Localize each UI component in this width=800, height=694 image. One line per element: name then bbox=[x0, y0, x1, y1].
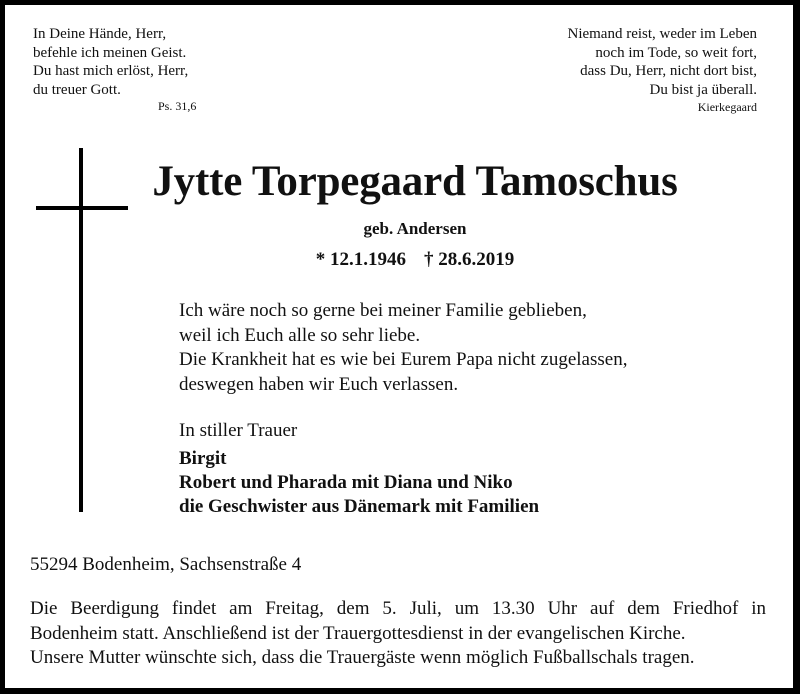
verse-left-line: befehle ich meinen Geist. bbox=[33, 44, 187, 61]
verse-right-line: Niemand reist, weder im Leben bbox=[567, 26, 757, 42]
verse-left bbox=[33, 25, 188, 99]
funeral-line: Bodenheim statt. Anschließend ist der Trauergottesdienst in der evangelischen Kirche. bbox=[30, 622, 686, 644]
cross-horizontal-bar bbox=[36, 206, 128, 210]
verse-right-line: noch im Tode, so weit fort, bbox=[595, 44, 757, 61]
deceased-name: Jytte Torpegaard Tamoschus bbox=[152, 158, 678, 205]
message-line: deswegen haben wir Euch verlassen. bbox=[179, 373, 459, 395]
farewell-message bbox=[179, 299, 627, 397]
mourners-list bbox=[179, 447, 539, 519]
funeral-line: Die Beerdigung findet am Freitag, dem 5. Juli, um 13.30 Uhr auf dem Friedhof in bbox=[30, 598, 766, 619]
funeral-line: Unsere Mutter wünschte sich, dass die Trauergäste wenn möglich Fußballschals tragen. bbox=[30, 647, 695, 668]
life-dates bbox=[135, 249, 695, 271]
mourner: Birgit bbox=[179, 448, 227, 469]
verse-left-source: Ps. 31,6 bbox=[158, 99, 197, 113]
mourning-intro: In stiller Trauer bbox=[179, 420, 298, 441]
message-line: weil ich Euch alle so sehr liebe. bbox=[179, 324, 421, 346]
verse-left-line: In Deine Hände, Herr, bbox=[33, 26, 167, 42]
birth-name: geb. Andersen bbox=[363, 219, 467, 238]
death-date: † 28.6.2019 bbox=[424, 249, 515, 270]
address: 55294 Bodenheim, Sachsenstraße 4 bbox=[30, 554, 302, 575]
verse-right-line: dass Du, Herr, nicht dort bist, bbox=[580, 63, 757, 79]
verse-right-source: Kierkegaard bbox=[697, 100, 757, 114]
verse-right-line: Du bist ja überall. bbox=[649, 81, 757, 98]
verse-right bbox=[567, 25, 757, 99]
message-line: Ich wäre noch so gerne bei meiner Familie geblieben, bbox=[179, 300, 587, 321]
mourner: Robert und Pharada mit Diana und Niko bbox=[179, 472, 513, 493]
funeral-info bbox=[30, 597, 766, 671]
cross-vertical-bar bbox=[79, 148, 83, 512]
verse-left-line: du treuer Gott. bbox=[33, 81, 121, 98]
birth-date: * 12.1.1946 bbox=[315, 249, 406, 270]
message-line: Die Krankheit hat es wie bei Eurem Papa nicht zugelassen, bbox=[179, 349, 628, 370]
obituary-notice bbox=[5, 5, 793, 688]
verse-left-line: Du hast mich erlöst, Herr, bbox=[33, 63, 189, 79]
mourner: die Geschwister aus Dänemark mit Familien bbox=[179, 496, 540, 517]
